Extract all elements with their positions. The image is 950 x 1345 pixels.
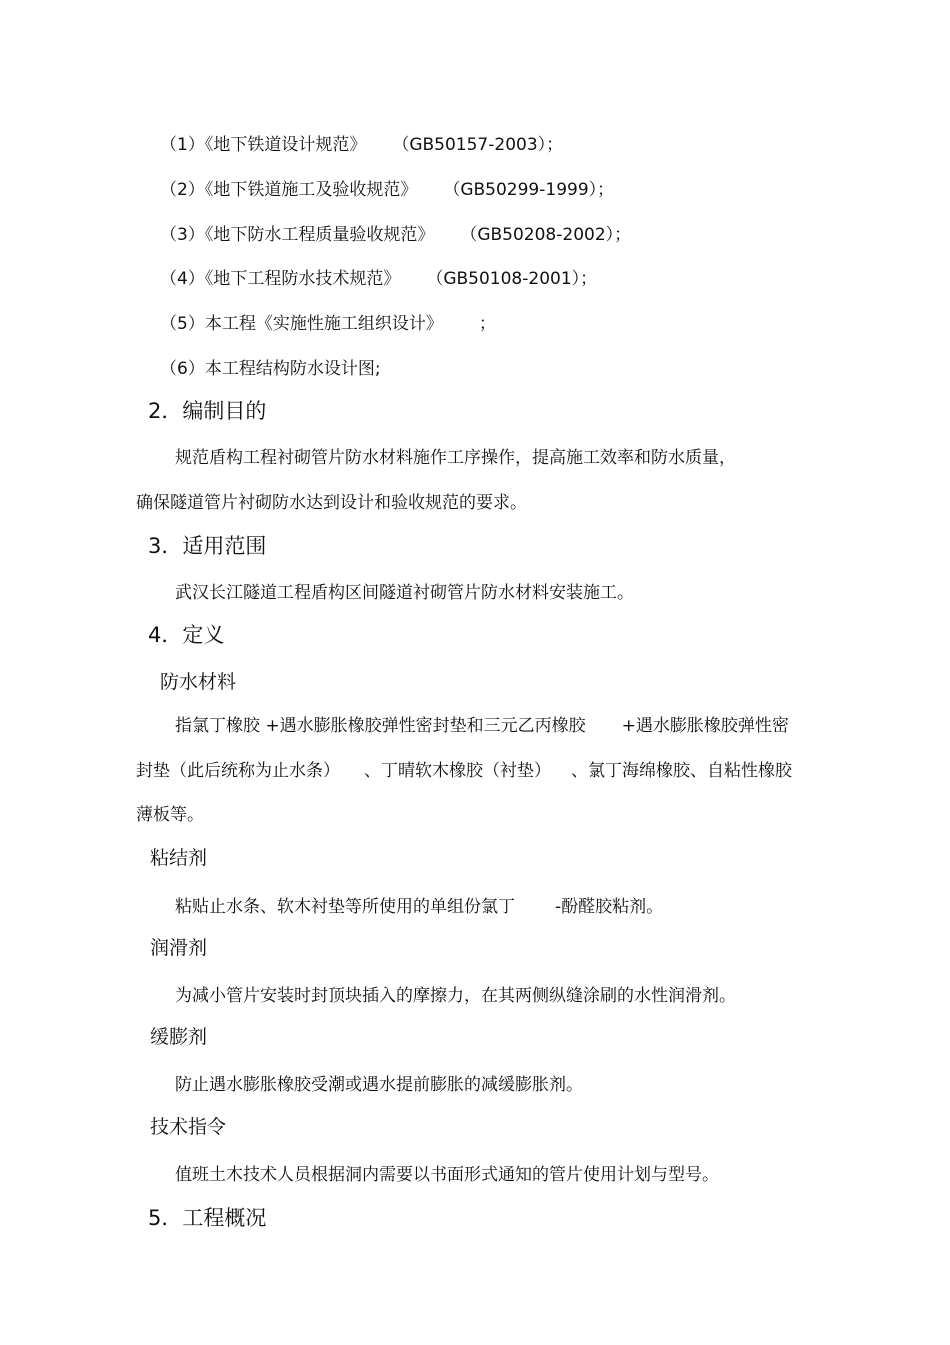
definition-text: +遇水膨胀橡胶弹性密: [621, 716, 789, 736]
definition-waterproof-line-3: 薄板等。: [136, 805, 204, 825]
reference-title: （1）《地下铁道设计规范》: [160, 135, 367, 155]
reference-code: （GB50299-1999）；: [443, 180, 615, 200]
definition-adhesive-line: [175, 896, 663, 918]
definition-title-instruction: 技术指令: [150, 1116, 227, 1138]
definition-text: 封垫（此后统称为止水条）: [136, 761, 340, 781]
section-2-paragraph-line-2: 确保隧道管片衬砌防水达到设计和验收规范的要求。: [136, 493, 527, 513]
definition-text: 粘贴止水条、软木衬垫等所使用的单组份氯丁: [175, 897, 515, 917]
reference-code: （GB50157-2003）；: [392, 135, 564, 155]
definition-text: -酚醛胶粘剂。: [555, 897, 664, 917]
definition-title-waterproof: 防水材料: [160, 671, 237, 693]
definition-title-lubricant: 润滑剂: [150, 937, 208, 959]
section-3-heading: 3．适用范围: [148, 534, 267, 558]
reference-code: ；: [478, 314, 496, 334]
reference-item-2: [160, 179, 614, 201]
section-5-heading: 5．工程概况: [148, 1206, 267, 1230]
reference-item-6: [160, 358, 381, 380]
section-3-paragraph: 武汉长江隧道工程盾构区间隧道衬砌管片防水材料安装施工。: [175, 583, 634, 603]
reference-title: （4）《地下工程防水技术规范》: [160, 269, 401, 289]
definition-waterproof-line-2: [136, 760, 792, 782]
reference-title: （5）本工程《实施性施工组织设计》: [160, 314, 443, 334]
section-2-heading: 2．编制目的: [148, 399, 267, 423]
reference-code: （GB50208-2002）；: [460, 225, 632, 245]
definition-retarder-line: 防止遇水膨胀橡胶受潮或遇水提前膨胀的减缓膨胀剂。: [175, 1075, 583, 1095]
reference-title: （2）《地下铁道施工及验收规范》: [160, 180, 418, 200]
definition-text: 、丁晴软木橡胶（衬垫）: [364, 761, 551, 781]
definition-lubricant-line: 为减小管片安装时封顶块插入的摩擦力，在其两侧纵缝涂刷的水性润滑剂。: [175, 986, 736, 1006]
definition-waterproof-line-1: [175, 715, 789, 737]
definition-title-retarder: 缓膨剂: [150, 1026, 208, 1048]
reference-code: （GB50108-2001）；: [426, 269, 598, 289]
definition-text: 、氯丁海绵橡胶、自粘性橡胶: [571, 761, 792, 781]
reference-item-3: [160, 224, 631, 246]
reference-item-5: [160, 313, 496, 335]
section-4-heading: 4．定义: [148, 623, 225, 647]
definition-text: 指氯丁橡胶 +遇水膨胀橡胶弹性密封垫和三元乙丙橡胶: [175, 716, 586, 736]
reference-title: （3）《地下防水工程质量验收规范》: [160, 225, 435, 245]
reference-item-4: [160, 268, 597, 290]
section-2-paragraph-line-1: 规范盾构工程衬砌管片防水材料施作工序操作，提高施工效率和防水质量，: [175, 448, 736, 468]
definition-instruction-line: 值班土木技术人员根据洞内需要以书面形式通知的管片使用计划与型号。: [175, 1165, 719, 1185]
definition-title-adhesive: 粘结剂: [150, 847, 208, 869]
reference-item-1: [160, 134, 563, 156]
reference-title: （6）本工程结构防水设计图;: [160, 359, 381, 379]
